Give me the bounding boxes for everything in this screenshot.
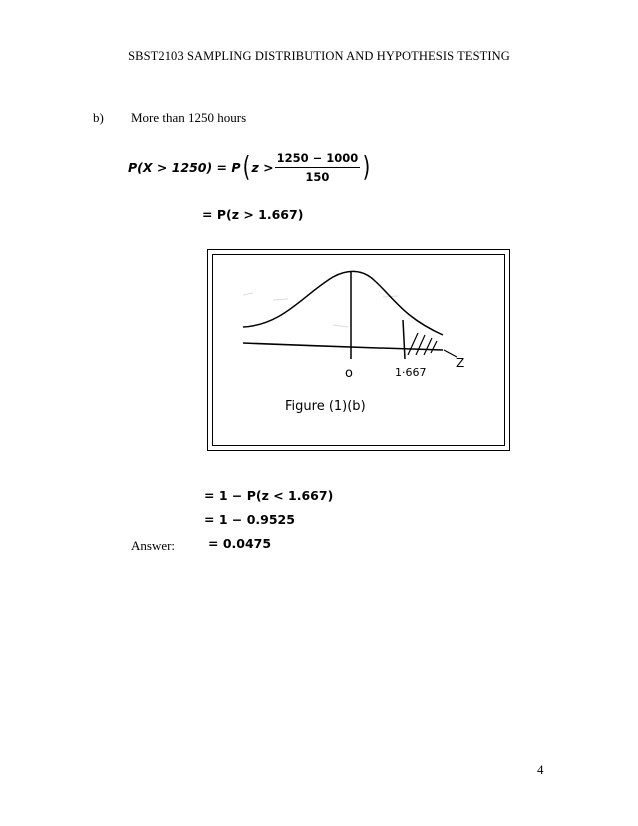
equation-probability [128,149,372,185]
right-paren: ) [362,150,371,183]
z-value-label: 1·667 [395,366,427,379]
normal-curve-sketch [213,255,504,445]
question-label: b) [93,110,104,125]
question-text: More than 1250 hours [131,110,247,125]
page-header: SBST2103 SAMPLING DISTRIBUTION AND HYPOTHESIS TESTING [128,49,510,63]
equation-result: = 0.0475 [208,536,272,551]
standardization-fraction [275,151,361,184]
normal-curve-figure [207,249,510,451]
tail-shading [408,333,437,355]
left-paren: ( [242,150,250,183]
zero-label: o [345,366,353,381]
bell-curve [243,271,443,335]
equation-complement: = 1 − P(z < 1.667) [204,488,334,503]
fraction-denominator: 150 [305,169,330,184]
equation-substitution: = 1 − 0.9525 [204,512,295,527]
axis-z-label: Z [456,356,465,370]
equation-z-probability: = P(z > 1.667) [202,207,304,222]
page-number: 4 [537,762,544,777]
figure-inner-frame [212,254,505,446]
equation-lhs: P(X > 1250) = P [128,159,241,175]
equation-z-term: z > [251,159,274,175]
fraction-numerator: 1250 − 1000 [275,151,361,168]
answer-label: Answer: [131,538,176,553]
figure-caption: Figure (1)(b) [285,399,366,414]
z-line [403,320,405,359]
